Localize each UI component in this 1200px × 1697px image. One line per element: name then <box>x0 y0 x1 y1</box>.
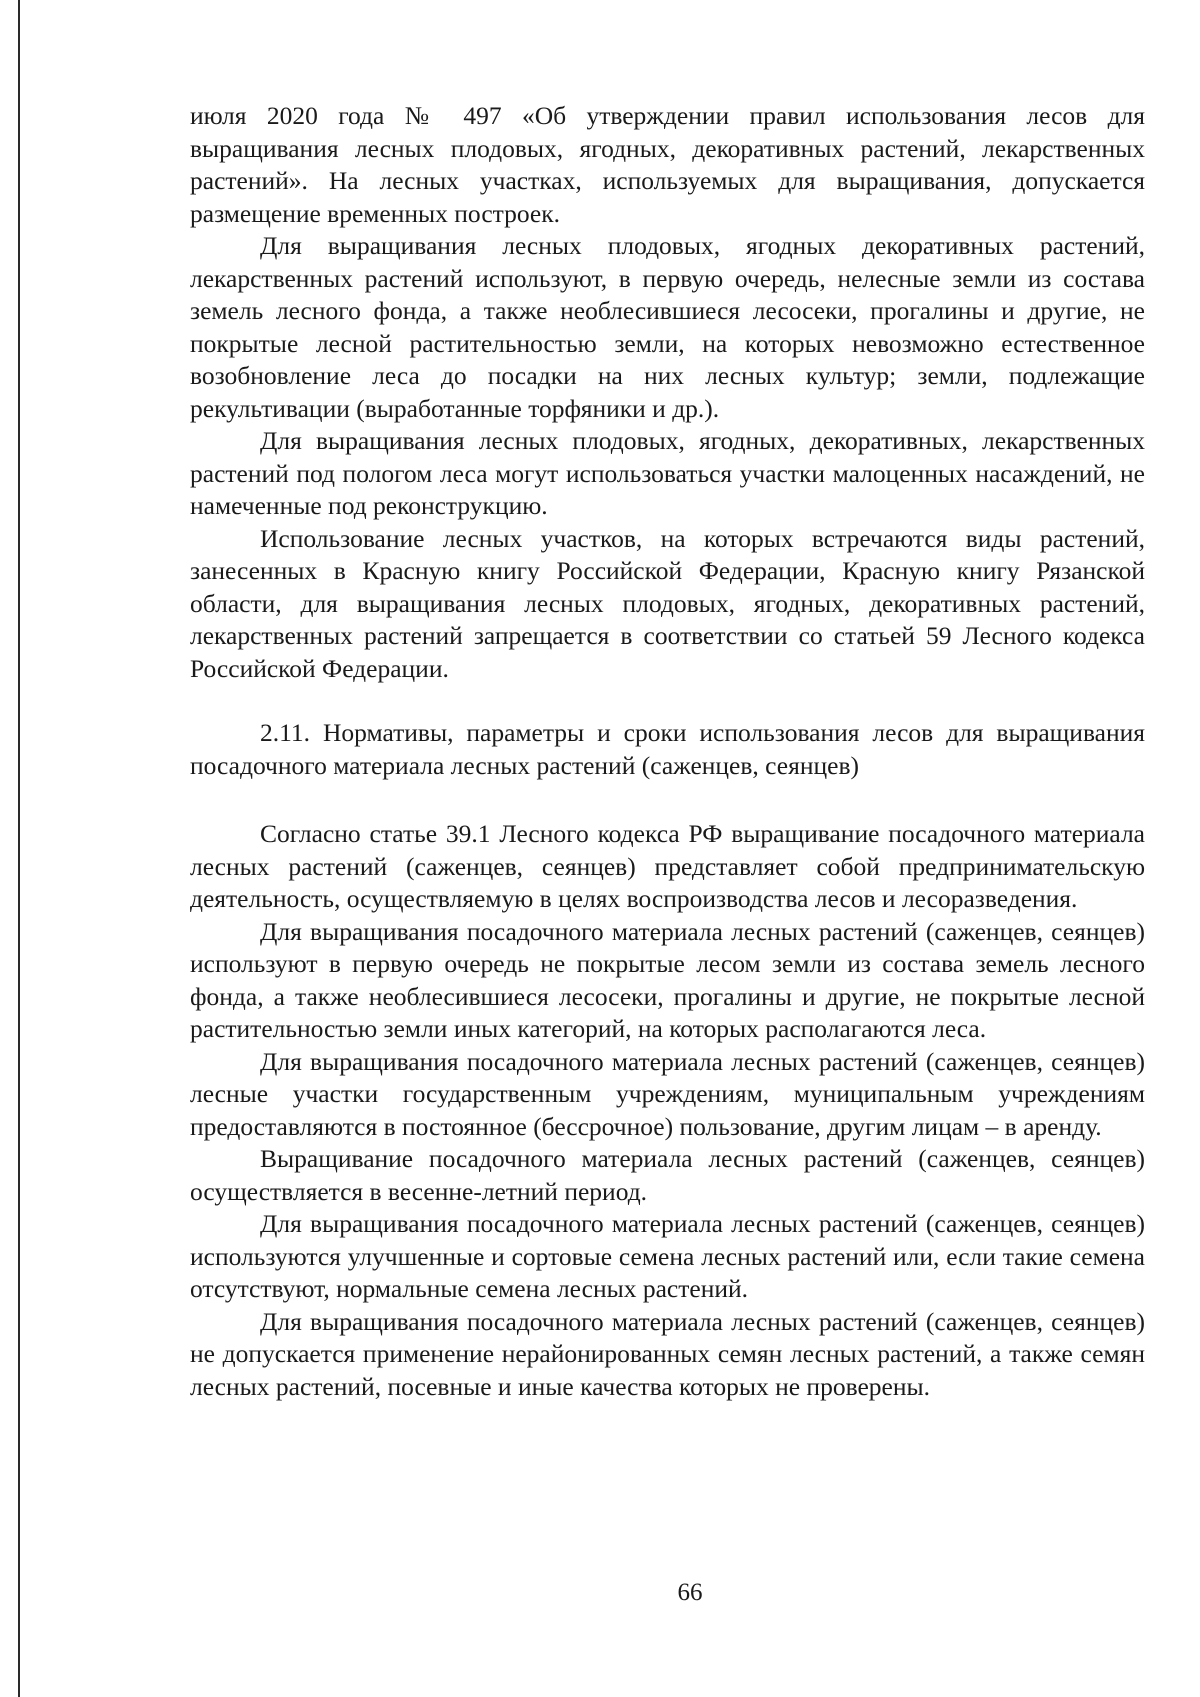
paragraph-seeds: Для выращивания посадочного материала лесных растений (саженцев, сеянцев) используются улучшенные и сортовые семена лесных растений или, если такие семена отсутствуют, нормальные семена лесных растений. <box>190 1209 1145 1303</box>
page-number: 66 <box>677 1579 703 1606</box>
paragraph-seed-restrictions: Для выращивания посадочного материала лесных растений (саженцев, сеянцев) не допускается применение нерайонированных семян лесных растений, а также семян лесных растений, посевные и иные качества которых не проверены. <box>190 1306 1145 1401</box>
scan-edge-line <box>18 0 20 1697</box>
spacer <box>190 782 1145 818</box>
paragraph-canopy: Для выращивания лесных плодовых, ягодных, декоративных, лекарственных растений под пологом леса могут использоваться участки малоценных насаждений, не намеченные под реконструкцию. <box>190 426 1145 520</box>
paragraph-land-sources: Для выращивания посадочного материала лесных растений (саженцев, сеянцев) используют в первую очередь не покрытые лесом земли из состава земель лесного фонда, а также необлесившиеся лесосеки, прогалины и другие, не покрытые лесной растительностью земли иных категорий, на которых располагаются леса. <box>190 916 1145 1043</box>
section-heading: 2.11. Нормативы, параметры и сроки использования лесов для выращивания посадочного материала лесных растений (саженцев, сеянцев) <box>190 718 1145 780</box>
paragraph-article-39-1: Согласно статье 39.1 Лесного кодекса РФ выращивание посадочного материала лесных растений (саженцев, сеянцев) представляет собой предпринимательскую деятельность, осуществляемую в целях воспроизводства лесов и лесоразведения. <box>190 819 1145 913</box>
spacer <box>190 685 1145 717</box>
paragraph-continuation: июля 2020 года № 497 «Об утверждении правил использования лесов для выращивания лесных плодовых, ягодных, декоративных растений, лекарственных растений». На лесных участках, используемых для выращивания, допускается размещение временных построек. <box>190 101 1145 228</box>
document-page <box>190 100 1145 1403</box>
paragraph-season: Выращивание посадочного материала лесных растений (саженцев, сеянцев) осуществляется в весенне-летний период. <box>190 1144 1145 1206</box>
paragraph-red-book: Использование лесных участков, на которых встречаются виды растений, занесенных в Красную книгу Российской Федерации, Красную книгу Рязанской области, для выращивания лесных плодовых, ягодных, декоративных растений, лекарственных растений запрещается в соответствии со статьей 59 Лесного кодекса Российской Федерации. <box>190 523 1145 683</box>
paragraph-land-use: Для выращивания лесных плодовых, ягодных декоративных растений, лекарственных растений используют, в первую очередь, нелесные земли из состава земель лесного фонда, а также необлесившиеся лесосеки, прогалины и другие, не покрытые лесной растительностью земли, на которых невозможно естественное возобновление леса до посадки на них лесных культур; земли, подлежащие рекультивации (выработанные торфяники и др.). <box>190 231 1145 423</box>
paragraph-provision: Для выращивания посадочного материала лесных растений (саженцев, сеянцев) лесные участки государственным учреждениям, муниципальным учреждениям предоставляются в постоянное (бессрочное) пользование, другим лицам – в аренду. <box>190 1046 1145 1141</box>
